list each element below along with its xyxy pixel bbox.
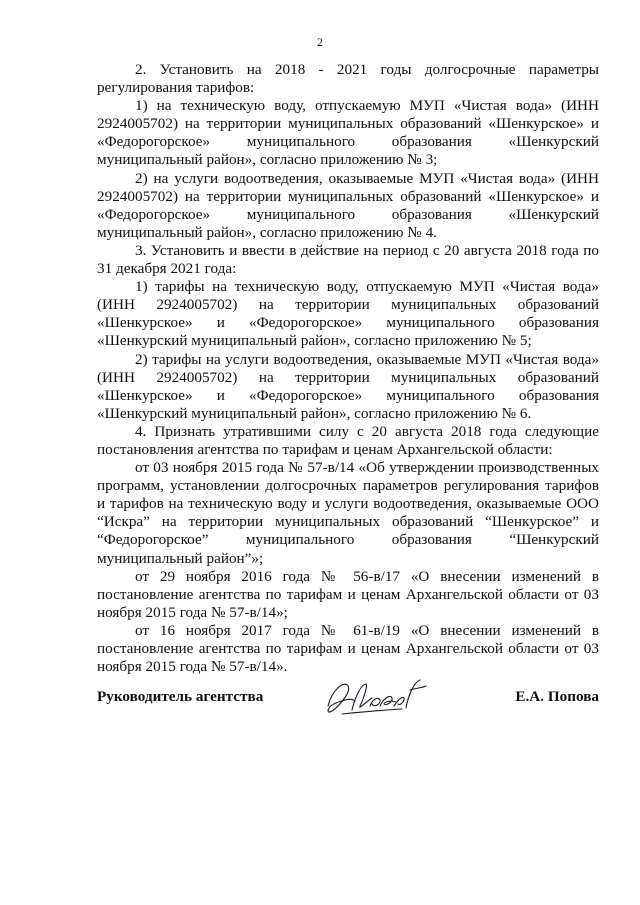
paragraph-item-3-2: 2) тарифы на услуги водоотведения, оказываемые МУП «Чистая вода» (ИНН 2924005702) на территории муниципальных образований «Шенкурское» и «Федорогорское» муниципального образования «Шенкурский муниципальный район», согласно приложению № 6.: [97, 350, 599, 422]
paragraph-item-4: 4. Признать утратившими силу с 20 августа 2018 года следующие постановления агентства по тарифам и ценам Архангельской области:: [97, 422, 599, 458]
document-body: [97, 61, 599, 676]
paragraph-item-3-1: 1) тарифы на техническую воду, отпускаемую МУП «Чистая вода» (ИНН 2924005702) на территории муниципальных образований «Шенкурское» и «Федорогорское» муниципального образования «Шенкурский муниципальный район», согласно приложению № 5;: [97, 278, 599, 350]
paragraph-item-2: 2. Установить на 2018 - 2021 годы долгосрочные параметры регулирования тарифов:: [97, 61, 599, 97]
paragraph-item-2-2: 2) на услуги водоотведения, оказываемые МУП «Чистая вода» (ИНН 2924005702) на территории муниципальных образований «Шенкурское» и «Федорогорское» муниципального образования «Шенкурский муниципальный район», согласно приложению № 4.: [97, 169, 599, 241]
page-number: 2: [317, 35, 323, 49]
signatory-title: Руководитель агентства: [97, 688, 264, 705]
repealed-act-3: от 16 ноября 2017 года № 61-в/19 «О внесении изменений в постановление агентства по тарифам и ценам Архангельской области от 03 ноября 2015 года № 57-в/14».: [97, 621, 599, 676]
repealed-act-1: от 03 ноября 2015 года № 57-в/14 «Об утверждении производственных программ, установлении долгосрочных параметров регулирования тарифов и тарифов на техническую воду и услуги водоотведения, оказываемые ООО “Искра” на территории муниципальных образований “Шенкурское” и “Федорогорское” муниципального образования “Шенкурский муниципальный район”»;: [97, 459, 599, 567]
signatory-name: Е.А. Попова: [515, 688, 599, 705]
repealed-act-2: от 29 ноября 2016 года № 56-в/17 «О внесении изменений в постановление агентства по тарифам и ценам Архангельской области от 03 ноября 2015 года № 57-в/14»;: [97, 567, 599, 621]
signature-block: [97, 676, 599, 720]
handwritten-signature: [322, 676, 432, 720]
paragraph-item-3: 3. Установить и ввести в действие на период с 20 августа 2018 года по 31 декабря 2021 года:: [97, 241, 599, 278]
paragraph-item-2-1: 1) на техническую воду, отпускаемую МУП «Чистая вода» (ИНН 2924005702) на территории муниципальных образований «Шенкурское» и «Федорогорское» муниципального образования «Шенкурский муниципальный район», согласно приложению № 3;: [97, 97, 599, 169]
